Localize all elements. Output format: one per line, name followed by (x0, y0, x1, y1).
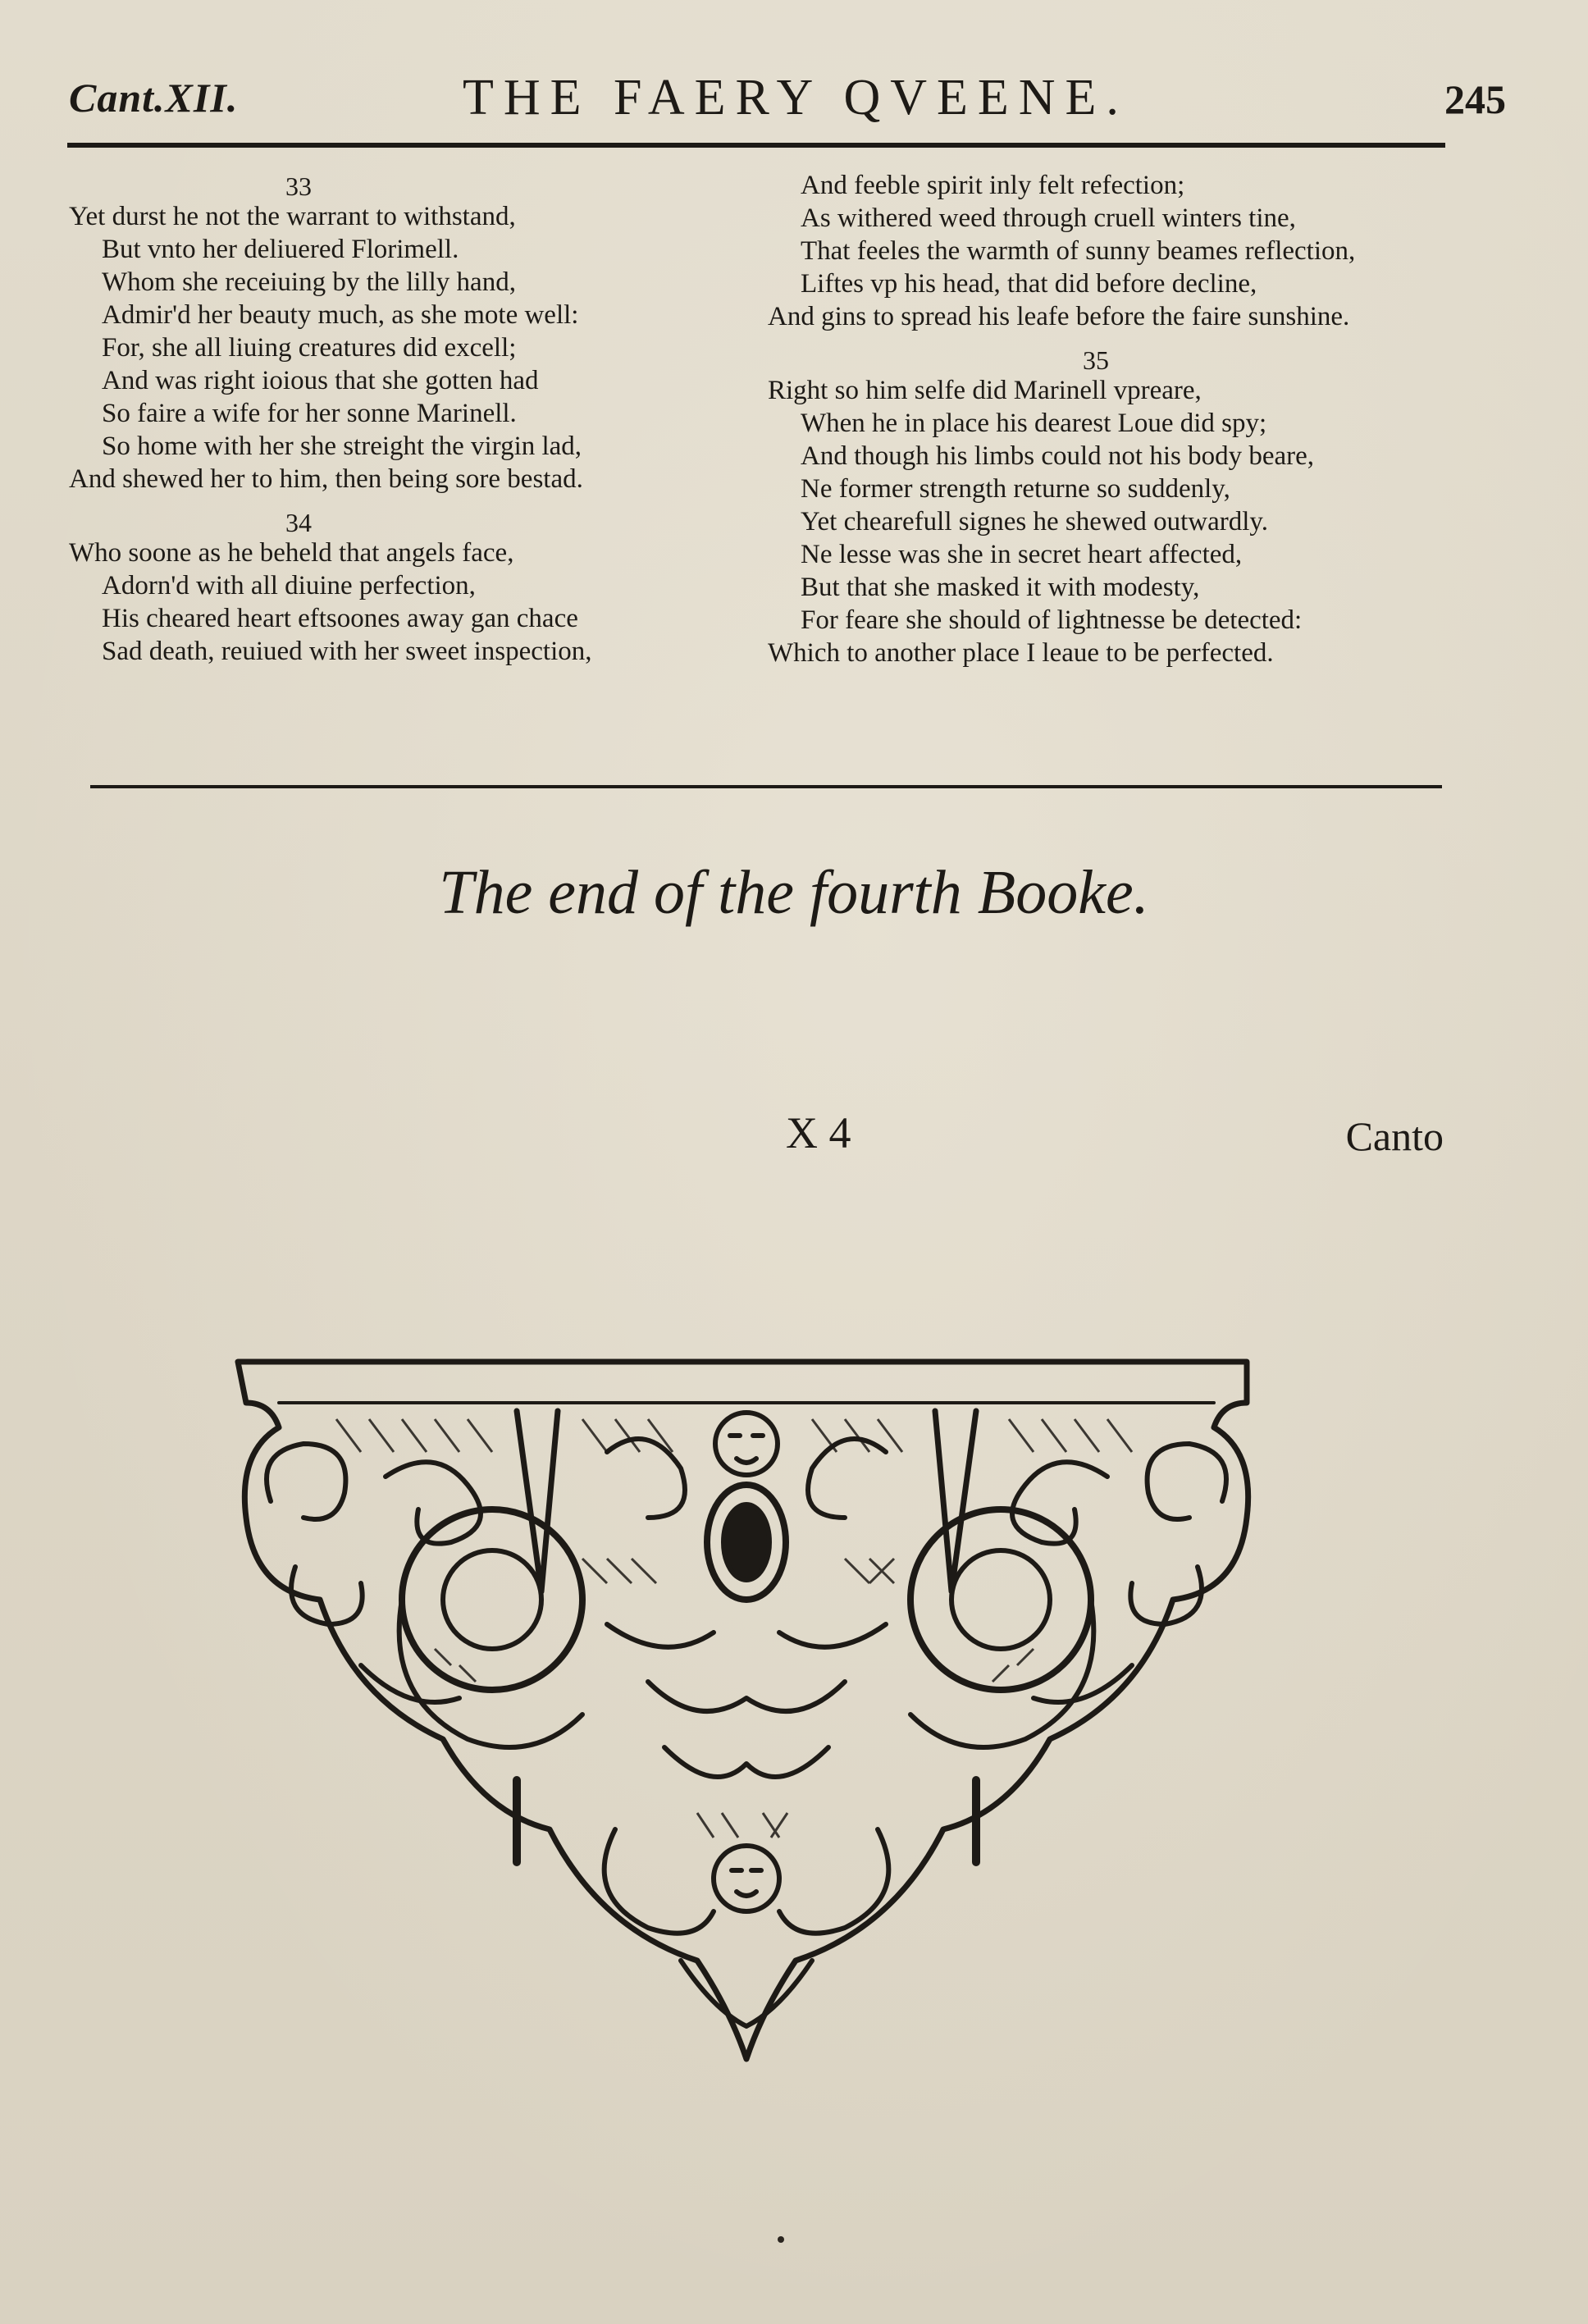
bleed-through-ghost (0, 705, 1588, 804)
stanza-number: 33 (285, 171, 312, 201)
verse-line: So home with her she streight the virgin lad, (102, 431, 582, 461)
verse-line: Adorn'd with all diuine perfection, (102, 571, 476, 600)
book-title: THE FAERY QVEENE. (463, 70, 1129, 126)
stanza-34 (69, 509, 750, 668)
verse-line: Right so him selfe did Marinell vpreare, (768, 376, 1202, 405)
verse-line: For feare she should of lightnesse be detected: (801, 605, 1303, 635)
verse-line: As withered weed through cruell winters tine, (801, 203, 1296, 233)
page-number: 245 (1444, 76, 1506, 122)
stanza-33 (69, 172, 750, 495)
verse-line: Yet durst he not the warrant to withstand, (69, 202, 516, 231)
verse-line: That feeles the warmth of sunny beames reflection, (801, 236, 1356, 266)
signature-mark: X 4 (786, 1108, 851, 1157)
verse-line: Sad death, reuiued with her sweet inspection, (102, 637, 592, 666)
stanza-35 (768, 346, 1506, 669)
running-head (69, 64, 1506, 130)
right-column (768, 169, 1506, 683)
end-of-book-title: The end of the fourth Booke. (439, 858, 1149, 927)
verse-line: Whom she receiuing by the lilly hand, (102, 267, 516, 297)
verse-line: And though his limbs could not his body beare, (801, 441, 1315, 471)
stanza-34-continued (768, 169, 1506, 333)
stanza-number: 35 (1083, 345, 1109, 375)
verse-line: And gins to spread his leafe before the faire sunshine. (768, 302, 1350, 331)
verse-line: His cheared heart eftsoones away gan chace (102, 604, 578, 633)
ink-speck (778, 2236, 784, 2243)
verse-line: Who soone as he beheld that angels face, (69, 538, 514, 568)
verse-line: So faire a wife for her sonne Marinell. (102, 399, 517, 428)
verse-line: For, she all liuing creatures did excell; (102, 333, 517, 363)
verse-line: And was right ioious that she gotten had (102, 366, 539, 395)
canto-label: Cant.XII. (69, 75, 239, 121)
verse-line: And shewed her to him, then being sore bestad. (69, 464, 583, 494)
verse-line: Liftes vp his head, that did before decline, (801, 269, 1257, 299)
verse-line: Yet chearefull signes he shewed outwardly. (801, 507, 1269, 536)
verse-line: But that she masked it with modesty, (801, 573, 1200, 602)
section-rule (90, 785, 1442, 788)
verse-line: Which to another place I leaue to be perfected. (768, 638, 1274, 668)
verse-line: Ne former strength returne so suddenly, (801, 474, 1230, 504)
verse-line: And feeble spirit inly felt refection; (801, 171, 1185, 200)
catchword: Canto (1345, 1113, 1444, 1159)
verse-line: Admir'd her beauty much, as she mote well: (102, 300, 579, 330)
verse-line: When he in place his dearest Loue did spy; (801, 409, 1267, 438)
verse-line: Ne lesse was she in secret heart affected, (801, 540, 1243, 569)
woodcut-ornament (221, 1354, 1271, 2075)
stanza-number: 34 (285, 508, 312, 537)
left-column (69, 172, 750, 681)
verse-line: But vnto her deliuered Florimell. (102, 235, 459, 264)
header-rule (67, 143, 1445, 148)
